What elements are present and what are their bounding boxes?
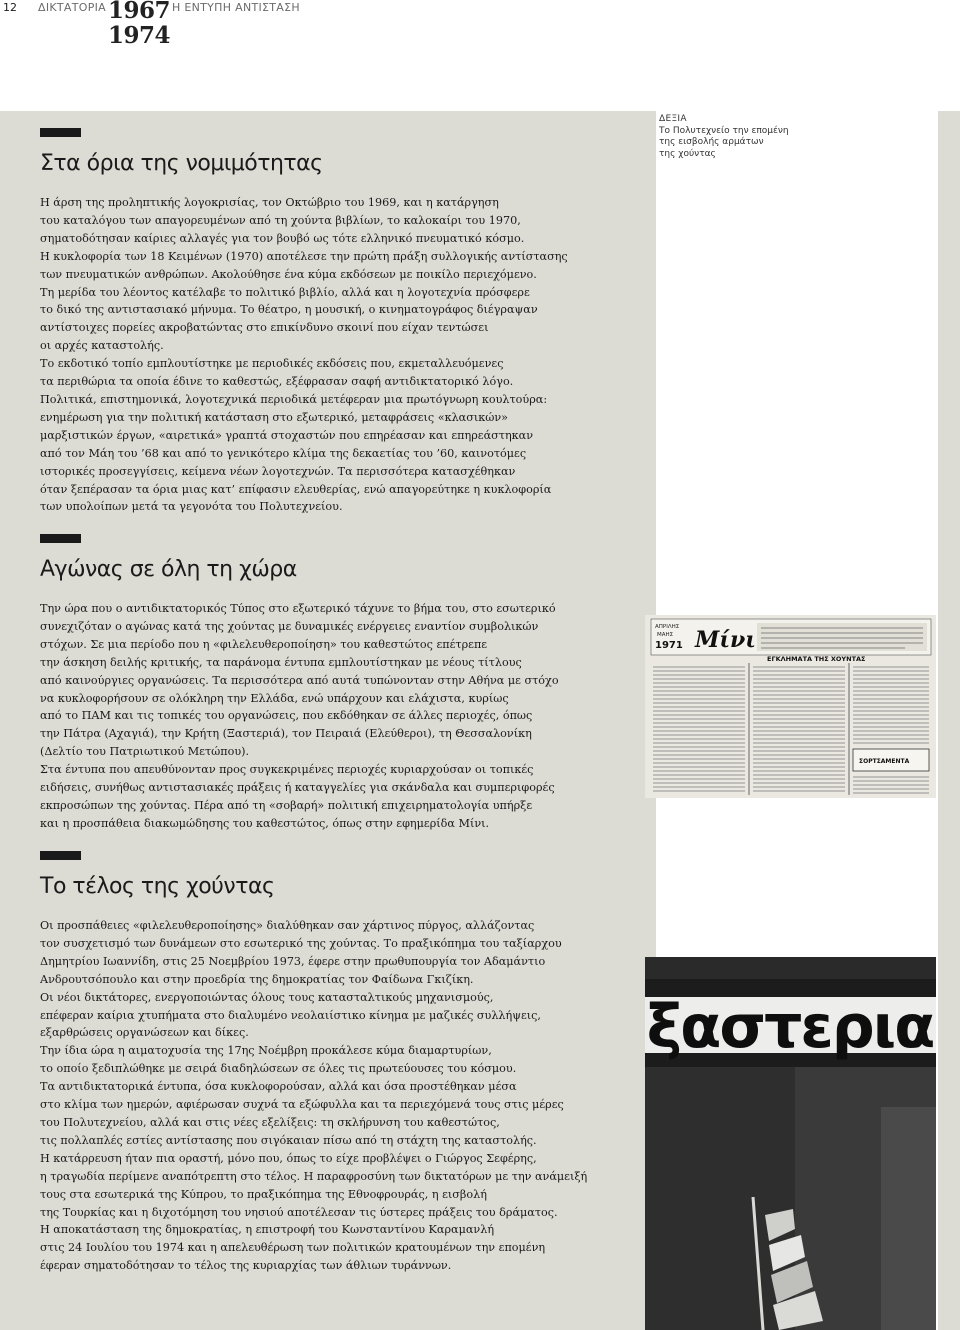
section-body	[40, 600, 640, 833]
year-end: 1974	[108, 22, 171, 49]
body-line: του Πολυτεχνείου, αλλά και στις νέες εξελίξεις: τη σκλήρυνση του καθεστώτος,	[40, 1115, 500, 1129]
caption-label: ΔΕΞΙΑ	[659, 114, 687, 124]
running-header	[0, 0, 960, 48]
body-line: συνεχιζόταν ο αγώνας κατά της χούντας με δυναμικές ενέργειες εναντίον συμβολικών	[40, 619, 539, 633]
section-body	[40, 194, 640, 516]
body-line: την άσκηση δειλής κριτικής, τα παράνομα έντυπα εμπλουτίστηκαν με νέους τίτλους	[40, 655, 522, 669]
xasteria-poster-photo	[645, 957, 936, 1330]
body-line: Οι προσπάθειες «φιλελευθεροποίησης» διαλύθηκαν σαν χάρτινος πύργος, αλλάζοντας	[40, 919, 535, 932]
section-junta-end	[40, 851, 640, 1275]
poster-title: ξαστερια	[646, 992, 934, 1062]
body-line: όταν ξεπέρασαν τα όρια μιας κατ’ επίφασιν ελευθερίας, ενώ απαγορεύτηκε η κυκλοφορία	[40, 482, 552, 496]
body-line: το δικό της αντιστασιακό μήνυμα. Το θέατρο, η μουσική, ο κινηματογράφος διέγραψαν	[40, 303, 538, 317]
body-line: Η κυκλοφορία των 18 Κειμένων (1970) αποτέλεσε την πρώτη πράξη συλλογικής αντίστασης	[40, 249, 568, 263]
header-section-right: Η ΕΝΤΥΠΗ ΑΝΤΙΣΤΑΣΗ	[172, 1, 300, 14]
body-line: του καταλόγου των απαγορευμένων από τη χούντα βιβλίων, το καλοκαίρι του 1970,	[40, 213, 521, 227]
body-line: τα περιθώρια τα οποία έδινε το καθεστώς, εξέφρασαν σαφή αντιδικτατορικό λόγο.	[40, 375, 514, 389]
section-legal-limits	[40, 128, 640, 516]
section-title: Αγώνας σε όλη τη χώρα	[40, 557, 297, 582]
body-line: Τη μερίδα του λέοντος κατέλαβε το πολιτικό βιβλίο, αλλά και η λογοτεχνία πρόσφερε	[40, 285, 530, 299]
body-line: Το εκδοτικό τοπίο εμπλουτίστηκε με περιοδικές εκδόσεις που, εκμεταλλευόμενες	[40, 357, 504, 371]
body-line: Η αποκατάσταση της δημοκρατίας, η επιστροφή του Κωνσταντίνου Καραμανλή	[40, 1223, 495, 1237]
body-line: Η κατάρρευση ήταν πια οραστή, μόνο που, όπως το είχε προβλέψει ο Γιώργος Σεφέρης,	[40, 1151, 537, 1165]
body-line: έφεραν σηματοδότησαν το τέλος της κυριαρχίας των άθλιων τυράννων.	[40, 1259, 452, 1273]
body-line: Οι νέοι δικτάτορες, ενεργοποιώντας όλους τους κατασταλτικούς μηχανισμούς,	[40, 990, 494, 1004]
body-line: την Πάτρα (Αχαγιά), την Κρήτη (Ξαστεριά), τον Πειραιά (Ελεύθεροι), τη Θεσσαλονίκη	[40, 727, 532, 741]
box-heading: ΣΟΡΤΣΑΜΕΝΤΑ	[859, 758, 910, 765]
header-years	[108, 0, 170, 48]
body-line: της Τουρκίας και η διχοτόμηση του νησιού αποτέλεσαν τις ύστερες πράξεις του δράματος.	[40, 1205, 558, 1219]
body-line: μαρξιστικών έργων, «αιρετικά» γραπτά στοχαστών που επηρέασαν και επηρεάστηκαν	[40, 428, 534, 442]
side-heading: ΕΓΚΛΗΜΑΤΑ ΤΗΣ ΧΟΥΝΤΑΣ	[767, 655, 866, 663]
body-line: των υπολοίπων μετά τα γεγονότα του Πολυτεχνείου.	[40, 500, 343, 514]
body-line: τους στα εσωτερικά της Κύπρου, το πραξικόπημα της Εθνοφρουράς, η εισβολή	[40, 1187, 487, 1201]
body-line: οι αρχές καταστολής.	[40, 339, 164, 353]
body-line: το οποίο ξεδιπλώθηκε με σειρά διαδηλώσεων σε όλες τις πρωτεύουσες του κόσμου.	[40, 1062, 517, 1076]
body-line: ειδήσεις, συνήθως αντιστασιακές πράξεις ή καταγγελίες για σκάνδαλα και συμπεριφορές	[40, 781, 555, 795]
section-marker-bar	[40, 851, 81, 860]
year-start: 1967	[108, 0, 171, 24]
section-body	[40, 917, 640, 1275]
section-struggle	[40, 534, 640, 833]
body-line: Την ώρα που ο αντιδικτατορικός Τύπος στο εξωτερικό τάχυνε το βήμα του, στο εσωτερικό	[40, 602, 556, 615]
body-line: από το ΠΑΜ και τις τοπικές του οργανώσεις, που εκδόθηκαν σε άλλες περιοχές, όπως	[40, 709, 533, 723]
section-marker-bar	[40, 534, 81, 543]
body-line: ιστορικές προσεγγίσεις, κείμενα νέων λογοτεχνών. Τα περισσότερα κατασχέθηκαν	[40, 464, 516, 478]
body-line: εξαρθρώσεις οργανώσεων και δίκες.	[40, 1026, 249, 1040]
body-line: στις 24 Ιουλίου του 1974 και η απελευθέρωση των πολιτικών κρατουμένων την επομένη	[40, 1241, 546, 1255]
corner-line: 1971	[655, 640, 683, 651]
body-line: τις πολλαπλές εστίες αντίστασης που σιγόκαιαν πίσω από τη στάχτη της καταστολής.	[40, 1133, 537, 1147]
photo-caption	[659, 114, 789, 160]
caption-line: της εισβολής αρμάτων	[659, 137, 764, 147]
page-number: 12	[3, 1, 17, 14]
body-line: στο κλίμα των ημερών, αφιέρωσαν συχνά τα εξώφυλλα και τα περιεχόμενά τους στις μέρες	[40, 1098, 564, 1112]
body-line: Στα έντυπα που απευθύνονταν προς συγκεκριμένες περιοχές κυριαρχούσαν οι τοπικές	[40, 763, 534, 777]
body-line: Την ίδια ώρα η αιματοχυσία της 17ης Νοέμβρη προκάλεσε κύμα διαμαρτυρίων,	[40, 1044, 492, 1058]
body-line: αντίστοιχες πορείες ακροβατώντας στο επικίνδυνο σκοινί που είχαν τεντώσει	[40, 321, 489, 335]
body-line: Πολιτικά, επιστημονικά, λογοτεχνικά περιοδικά μετέφεραν μια πρωτόγνωρη κουλτούρα:	[40, 392, 548, 406]
body-line: σηματοδότησαν καίριες αλλαγές για τον βουβό ως τότε ελληνικό πνευματικό κόσμο.	[40, 231, 525, 245]
body-line: (Δελτίο του Πατριωτικού Μετώπου).	[40, 745, 250, 759]
right-margin-band	[938, 111, 960, 1330]
body-line: Ανδρουτσόπουλο και στην προεδρία της δημοκρατίας τον Φαίδωνα Γκιζίκη.	[40, 972, 474, 986]
body-line: ενημέρωση για την πολιτική κατάσταση στο εξωτερικό, μεταφράσεις «κλασικών»	[40, 410, 509, 424]
body-line: στόχων. Σε μια περίοδο που η «φιλελευθεροποίηση» του καθεστώτος επέτρεπε	[40, 637, 488, 651]
mini-newspaper-photo	[645, 615, 936, 798]
body-line: και η προσπάθεια διακωμώδησης του καθεστώτος, όπως στην εφημερίδα Μίνι.	[40, 816, 490, 830]
body-line: Δημητρίου Ιωαννίδη, στις 25 Νοεμβρίου 1973, έφερε στην πρωθυπουργία τον Αδαμάντιο	[40, 954, 546, 968]
body-line: Η άρση της προληπτικής λογοκρισίας, τον Οκτώβριο του 1969, και η κατάργηση	[40, 196, 499, 209]
body-line: από καινούργιες οργανώσεις. Τα περισσότερα από αυτά τυπώνονταν στην Αθήνα με στόχο	[40, 673, 559, 687]
body-line: η τραγωδία περίμενε αναπότρεπτη στο τέλος. Η παραφροσύνη των δικτατόρων με την ανάμειξή	[40, 1169, 588, 1183]
body-line: να κυκλοφορήσουν σε ολόκληρη την Ελλάδα, ενώ υπάρχουν και ελάχιστα, κυρίως	[40, 691, 509, 705]
header-section-left: ΔΙΚΤΑΤΟΡΙΑ	[38, 1, 107, 14]
section-title: Το τέλος της χούντας	[40, 874, 275, 899]
section-marker-bar	[40, 128, 81, 137]
body-line: από τον Μάη του ’68 και από το γενικότερο κλίμα της δεκαετίας του ’60, καινοτόμες	[40, 446, 527, 460]
caption-line: Το Πολυτεχνείο την επομένη	[659, 125, 789, 136]
body-line: επέφεραν καίρια χτυπήματα στο διαλυμένο νεολαιίστικο κίνημα με μαζικές συλλήψεις,	[40, 1008, 541, 1022]
caption-line: της χούντας	[659, 148, 716, 159]
body-line: εκπροσώπων της χούντας. Πέρα από τη «σοβαρή» πολιτική επιχειρηματολογία υπήρξε	[40, 798, 533, 812]
body-line: των πνευματικών ανθρώπων. Ακολούθησε ένα κύμα εκδόσεων με ποικίλο περιεχόμενο.	[40, 267, 537, 281]
newspaper-illustration	[645, 615, 936, 798]
corner-line: ΜΑΗΣ	[657, 632, 674, 638]
corner-line: ΑΠΡΙΛΗΣ	[655, 624, 680, 630]
body-line: Τα αντιδικτατορικά έντυπα, όσα κυκλοφορούσαν, αλλά και όσα προστέθηκαν μέσα	[40, 1080, 517, 1094]
section-title: Στα όρια της νομιμότητας	[40, 151, 323, 176]
body-line: τον συσχετισμό των δυνάμεων στο εσωτερικό της χούντας. Το πραξικόπημα του ταξίαρχου	[40, 936, 562, 950]
newspaper-masthead: Μίνι	[695, 627, 756, 653]
poster-illustration	[645, 957, 936, 1330]
